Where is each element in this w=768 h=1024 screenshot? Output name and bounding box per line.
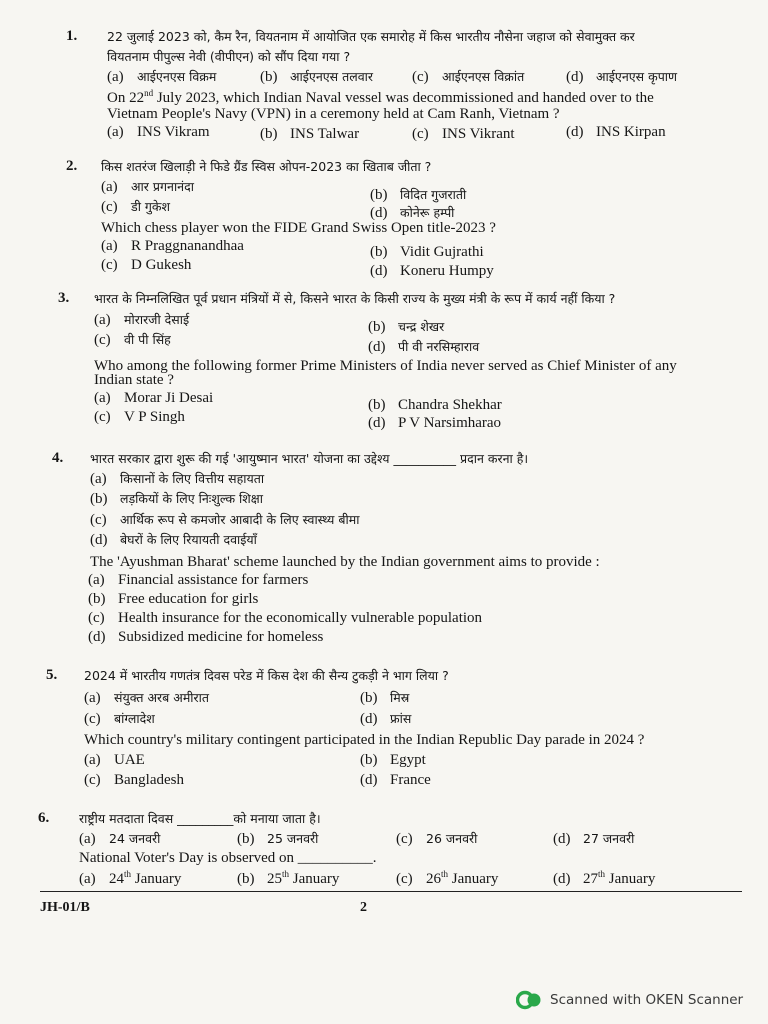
option-text: 24th January bbox=[109, 869, 182, 887]
option-hindi-c bbox=[84, 710, 155, 728]
option-english-d bbox=[360, 772, 431, 789]
option-text: विदित गुजराती bbox=[400, 187, 467, 202]
option-hindi-d bbox=[368, 338, 479, 356]
option-label: (b) bbox=[237, 871, 255, 887]
option-hindi-b bbox=[90, 490, 263, 508]
option-label: (b) bbox=[368, 319, 386, 335]
option-text: INS Kirpan bbox=[596, 124, 666, 140]
option-label: (c) bbox=[88, 610, 105, 626]
option-text: D Gukesh bbox=[131, 257, 192, 273]
option-english-a bbox=[101, 238, 244, 255]
option-label: (a) bbox=[101, 179, 118, 195]
option-label: (c) bbox=[101, 199, 118, 215]
option-label: (a) bbox=[79, 871, 96, 887]
option-english-d bbox=[368, 415, 501, 432]
option-label: (d) bbox=[553, 831, 571, 847]
option-text: Bangladesh bbox=[114, 772, 184, 788]
option-label: (a) bbox=[79, 831, 96, 847]
option-text: फ्रांस bbox=[390, 711, 412, 726]
scanner-label: Scanned with OKEN Scanner bbox=[550, 992, 744, 1008]
option-english-b bbox=[88, 591, 258, 608]
option-label: (d) bbox=[368, 339, 386, 355]
option-hindi-c bbox=[94, 331, 171, 349]
option-text: INS Vikram bbox=[137, 124, 210, 140]
option-english-c bbox=[412, 126, 515, 143]
question-number: 2. bbox=[66, 158, 78, 174]
option-english-a bbox=[88, 572, 308, 589]
option-text: France bbox=[390, 772, 431, 788]
option-hindi-d bbox=[553, 830, 634, 848]
option-label: (d) bbox=[370, 205, 388, 221]
option-label: (a) bbox=[107, 69, 124, 85]
option-text: आईएनएस विक्रांत bbox=[442, 69, 525, 84]
option-text: Health insurance for the economically vulnerable population bbox=[118, 610, 483, 626]
footer-divider bbox=[40, 891, 742, 892]
oken-scanner-logo-icon bbox=[516, 990, 542, 1010]
option-english-c bbox=[84, 772, 184, 789]
option-text: Egypt bbox=[390, 752, 426, 768]
option-hindi-d bbox=[360, 710, 411, 728]
option-text: चन्द्र शेखर bbox=[398, 319, 445, 334]
option-hindi-b bbox=[260, 68, 373, 86]
option-label: (d) bbox=[360, 772, 378, 788]
option-text: आईएनएस कृपाण bbox=[596, 69, 678, 84]
option-label: (d) bbox=[566, 124, 584, 140]
option-label: (d) bbox=[566, 69, 584, 85]
question-number: 1. bbox=[66, 28, 78, 44]
option-english-d bbox=[88, 629, 323, 646]
option-label: (c) bbox=[396, 871, 413, 887]
option-label: (c) bbox=[412, 69, 429, 85]
option-label: (c) bbox=[90, 512, 107, 528]
option-hindi-b bbox=[237, 830, 318, 848]
option-english-d bbox=[553, 869, 655, 888]
option-label: (a) bbox=[84, 690, 101, 706]
question-number: 5. bbox=[46, 667, 58, 683]
option-english-b bbox=[370, 244, 484, 261]
question-number: 3. bbox=[58, 290, 70, 306]
question-number: 6. bbox=[38, 810, 50, 826]
option-hindi-b bbox=[370, 186, 466, 204]
option-label: (d) bbox=[553, 871, 571, 887]
option-label: (d) bbox=[90, 532, 108, 548]
option-label: (b) bbox=[370, 187, 388, 203]
option-label: (a) bbox=[88, 572, 105, 588]
option-hindi-d bbox=[566, 68, 677, 86]
option-text: आईएनएस विक्रम bbox=[137, 69, 217, 84]
option-text: संयुक्त अरब अमीरात bbox=[114, 690, 210, 705]
option-text: मोरारजी देसाई bbox=[124, 312, 190, 327]
question-hindi-line: 22 जुलाई 2023 को, कैम रैन, वियतनाम में आयोजित एक समारोह में किस भारतीय नौसेना जहाज को सेवामुक्त कर bbox=[107, 29, 635, 44]
option-text: Chandra Shekhar bbox=[398, 397, 502, 413]
option-label: (b) bbox=[370, 244, 388, 260]
option-english-b bbox=[260, 126, 359, 143]
option-text: INS Vikrant bbox=[442, 126, 515, 142]
option-label: (a) bbox=[94, 390, 111, 406]
option-text: किसानों के लिए वित्तीय सहायता bbox=[120, 471, 265, 486]
option-label: (b) bbox=[260, 126, 278, 142]
option-label: (c) bbox=[396, 831, 413, 847]
option-text: 27 जनवरी bbox=[583, 831, 635, 846]
option-text: मिस्र bbox=[390, 690, 410, 705]
option-hindi-c bbox=[396, 830, 477, 848]
option-text: वी पी सिंह bbox=[124, 332, 171, 347]
option-text: Free education for girls bbox=[118, 591, 259, 607]
option-label: (a) bbox=[90, 471, 107, 487]
question-hindi-line: किस शतरंज खिलाड़ी ने फिडे ग्रैंड स्विस ओपन-2023 का खिताब जीता ? bbox=[101, 159, 432, 174]
option-hindi-c bbox=[412, 68, 524, 86]
option-text: 27th January bbox=[583, 869, 656, 887]
option-english-d bbox=[566, 124, 666, 141]
option-text: V P Singh bbox=[124, 409, 185, 425]
option-label: (b) bbox=[260, 69, 278, 85]
option-english-b bbox=[237, 869, 339, 888]
option-label: (a) bbox=[94, 312, 111, 328]
option-hindi-b bbox=[360, 689, 409, 707]
option-label: (d) bbox=[370, 263, 388, 279]
question-number: 4. bbox=[52, 450, 64, 466]
option-label: (d) bbox=[88, 629, 106, 645]
option-label: (b) bbox=[90, 491, 108, 507]
question-english-line: Vietnam People's Navy (VPN) in a ceremony held at Cam Ranh, Vietnam ? bbox=[107, 106, 560, 122]
option-english-c bbox=[88, 610, 482, 627]
option-text: 26 जनवरी bbox=[426, 831, 478, 846]
option-text: Subsidized medicine for homeless bbox=[118, 629, 324, 645]
question-hindi-line: 2024 में भारतीय गणतंत्र दिवस परेड में किस देश की सैन्य टुकड़ी ने भाग लिया ? bbox=[84, 668, 449, 683]
option-label: (c) bbox=[94, 409, 111, 425]
option-label: (d) bbox=[360, 711, 378, 727]
option-label: (a) bbox=[101, 238, 118, 254]
scanner-watermark bbox=[516, 990, 743, 1010]
option-text: Morar Ji Desai bbox=[124, 390, 214, 406]
option-hindi-a bbox=[84, 689, 209, 707]
option-label: (a) bbox=[107, 124, 124, 140]
option-text: UAE bbox=[114, 752, 145, 768]
option-text: 25th January bbox=[267, 869, 340, 887]
page-number: 2 bbox=[360, 900, 367, 915]
option-english-a bbox=[94, 390, 213, 407]
option-text: Vidit Gujrathi bbox=[400, 244, 484, 260]
option-text: आर प्रगनानंदा bbox=[131, 179, 194, 194]
option-english-a bbox=[84, 752, 145, 769]
option-label: (c) bbox=[94, 332, 111, 348]
option-label: (b) bbox=[88, 591, 106, 607]
question-hindi-line: राष्ट्रीय मतदाता दिवस _________को मनाया जाता है। bbox=[79, 811, 321, 826]
option-label: (b) bbox=[368, 397, 386, 413]
option-label: (b) bbox=[360, 690, 378, 706]
question-english-line: Indian state ? bbox=[94, 372, 174, 388]
option-hindi-a bbox=[107, 68, 216, 86]
question-english-line: Which country's military contingent participated in the Indian Republic Day parade in 2024 ? bbox=[84, 732, 645, 748]
paper-code: JH-01/B bbox=[40, 900, 90, 915]
option-text: INS Talwar bbox=[290, 126, 360, 142]
option-text: डी गुकेश bbox=[131, 199, 171, 214]
option-english-c bbox=[396, 869, 498, 888]
option-label: (b) bbox=[360, 752, 378, 768]
option-hindi-a bbox=[90, 470, 264, 488]
option-english-b bbox=[368, 397, 502, 414]
question-english-line: On 22nd July 2023, which Indian Naval vessel was decommissioned and handed over to the bbox=[107, 88, 654, 106]
option-text: आईएनएस तलवार bbox=[290, 69, 373, 84]
option-text: लड़कियों के लिए निःशुल्क शिक्षा bbox=[120, 491, 263, 506]
option-hindi-a bbox=[94, 311, 189, 329]
option-hindi-b bbox=[368, 318, 444, 336]
option-english-c bbox=[101, 257, 191, 274]
option-text: बेघरों के लिए रियायती दवाईयाँ bbox=[120, 532, 257, 547]
option-text: आर्थिक रूप से कमजोर आबादी के लिए स्वास्थ्य बीमा bbox=[120, 512, 360, 527]
option-label: (d) bbox=[368, 415, 386, 431]
option-label: (c) bbox=[84, 711, 101, 727]
option-text: Financial assistance for farmers bbox=[118, 572, 309, 588]
option-text: 26th January bbox=[426, 869, 499, 887]
option-hindi-a bbox=[79, 830, 160, 848]
option-hindi-c bbox=[90, 511, 359, 529]
option-text: 24 जनवरी bbox=[109, 831, 161, 846]
option-hindi-d bbox=[90, 531, 257, 549]
question-english-line: National Voter's Day is observed on __________. bbox=[79, 850, 377, 866]
option-english-b bbox=[360, 752, 426, 769]
option-label: (c) bbox=[101, 257, 118, 273]
option-english-d bbox=[370, 263, 494, 280]
question-hindi-line: भारत के निम्नलिखित पूर्व प्रधान मंत्रियों में से, किसने भारत के किसी राज्य के मुख्य मंत्री के रूप में कार्य नहीं किया ? bbox=[94, 291, 616, 306]
option-text: पी वी नरसिम्हाराव bbox=[398, 339, 480, 354]
question-english-line: Who among the following former Prime Ministers of India never served as Chief Minister of any bbox=[94, 358, 677, 374]
question-hindi-line: वियतनाम पीपुल्स नेवी (वीपीएन) को सौंप दिया गया ? bbox=[107, 49, 351, 64]
option-label: (c) bbox=[84, 772, 101, 788]
option-english-a bbox=[107, 124, 210, 141]
option-text: 25 जनवरी bbox=[267, 831, 319, 846]
option-text: बांग्लादेश bbox=[114, 711, 155, 726]
question-english-line: The 'Ayushman Bharat' scheme launched by the Indian government aims to provide : bbox=[90, 554, 600, 570]
option-text: P V Narsimharao bbox=[398, 415, 502, 431]
question-hindi-line: भारत सरकार द्वारा शुरू की गई 'आयुष्मान भारत' योजना का उद्देश्य __________ प्रदान करना है। bbox=[90, 451, 529, 466]
option-english-a bbox=[79, 869, 181, 888]
option-label: (b) bbox=[237, 831, 255, 847]
option-text: Koneru Humpy bbox=[400, 263, 494, 279]
option-hindi-a bbox=[101, 178, 194, 196]
option-text: कोनेरू हम्पी bbox=[400, 205, 455, 220]
option-text: R Praggnanandhaa bbox=[131, 238, 244, 254]
option-english-c bbox=[94, 409, 185, 426]
option-label: (a) bbox=[84, 752, 101, 768]
option-hindi-c bbox=[101, 198, 170, 216]
question-english-line: Which chess player won the FIDE Grand Swiss Open title-2023 ? bbox=[101, 220, 496, 236]
option-label: (c) bbox=[412, 126, 429, 142]
